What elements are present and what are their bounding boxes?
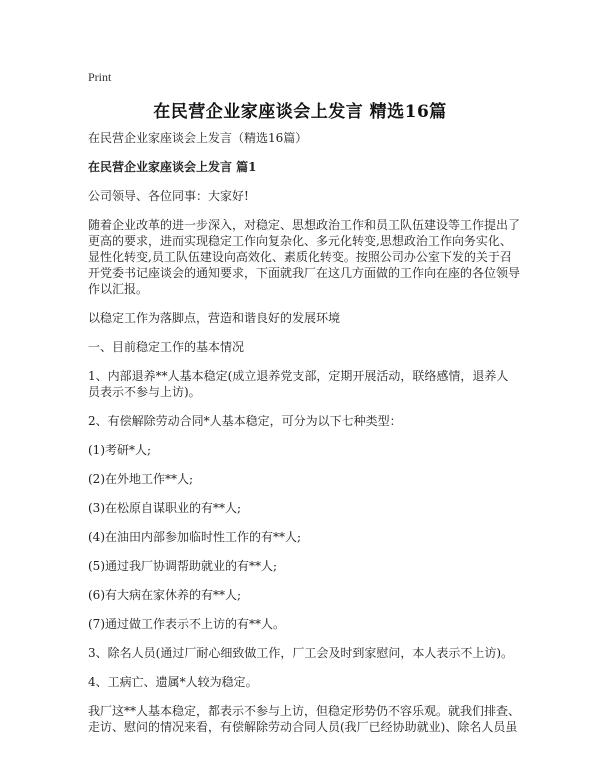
document-subtitle: 在民营企业家座谈会上发言（精选16篇）	[88, 131, 308, 145]
sub-list-item: (3)在松原自谋职业的有**人;	[88, 501, 242, 515]
section-heading: 在民营企业家座谈会上发言 篇1	[88, 160, 257, 174]
document-title: 在民营企业家座谈会上发言 精选16篇	[153, 102, 447, 122]
list-item: 1、内部退养**人基本稳定(成立退养党支部，定期开展活动，联络感情，退养人员表示不参与上访)。	[88, 369, 509, 399]
print-link[interactable]: Print	[88, 70, 112, 84]
intro-paragraph: 随着企业改革的进一步深入，对稳定、思想政治工作和员工队伍建设等工作提出了更高的要求，进而实现稳定工作向复杂化、多元化转变,思想政治工作向务实化、显性化转变,员工队伍建设向高效化、素质化转变。按照公司办公室下发的关于召开党委书记座谈会的通知要求，下面就我厂在这几方面做的工作向在座的各位领导作以汇报。	[88, 218, 521, 296]
subsection-heading: 一、目前稳定工作的基本情况	[88, 340, 245, 354]
sub-list-item: (7)通过做工作表示不上访的有**人。	[88, 617, 285, 631]
list-item: 2、有偿解除劳动合同*人基本稳定，可分为以下七种类型：	[88, 414, 402, 428]
list-item: 3、除名人员(通过厂耐心细致做工作，厂工会及时到家慰问，本人表示不上访)。	[88, 646, 514, 660]
body-paragraph: 我厂这**人基本稳定，都表示不参与上访，但稳定形势仍不容乐观。就我们排查、走访、慰问的情况来看，有偿解除劳动合同人员(我厂已经协助就业)、除名人员虽	[88, 704, 521, 734]
greeting-paragraph: 公司领导、各位同事：大家好!	[88, 189, 249, 203]
sub-list-item: (5)通过我厂协调帮助就业的有**人;	[88, 559, 278, 573]
document-body	[88, 130, 520, 748]
sub-list-item: (1)考研*人;	[88, 443, 152, 457]
sub-list-item: (4)在油田内部参加临时性工作的有**人;	[88, 530, 302, 544]
theme-paragraph: 以稳定工作为落脚点，营造和谐良好的发展环境	[88, 311, 341, 325]
sub-list-item: (2)在外地工作**人;	[88, 472, 194, 486]
sub-list-item: (6)有大病在家休养的有**人;	[88, 588, 242, 602]
list-item: 4、工病亡、遗属*人较为稳定。	[88, 675, 258, 689]
